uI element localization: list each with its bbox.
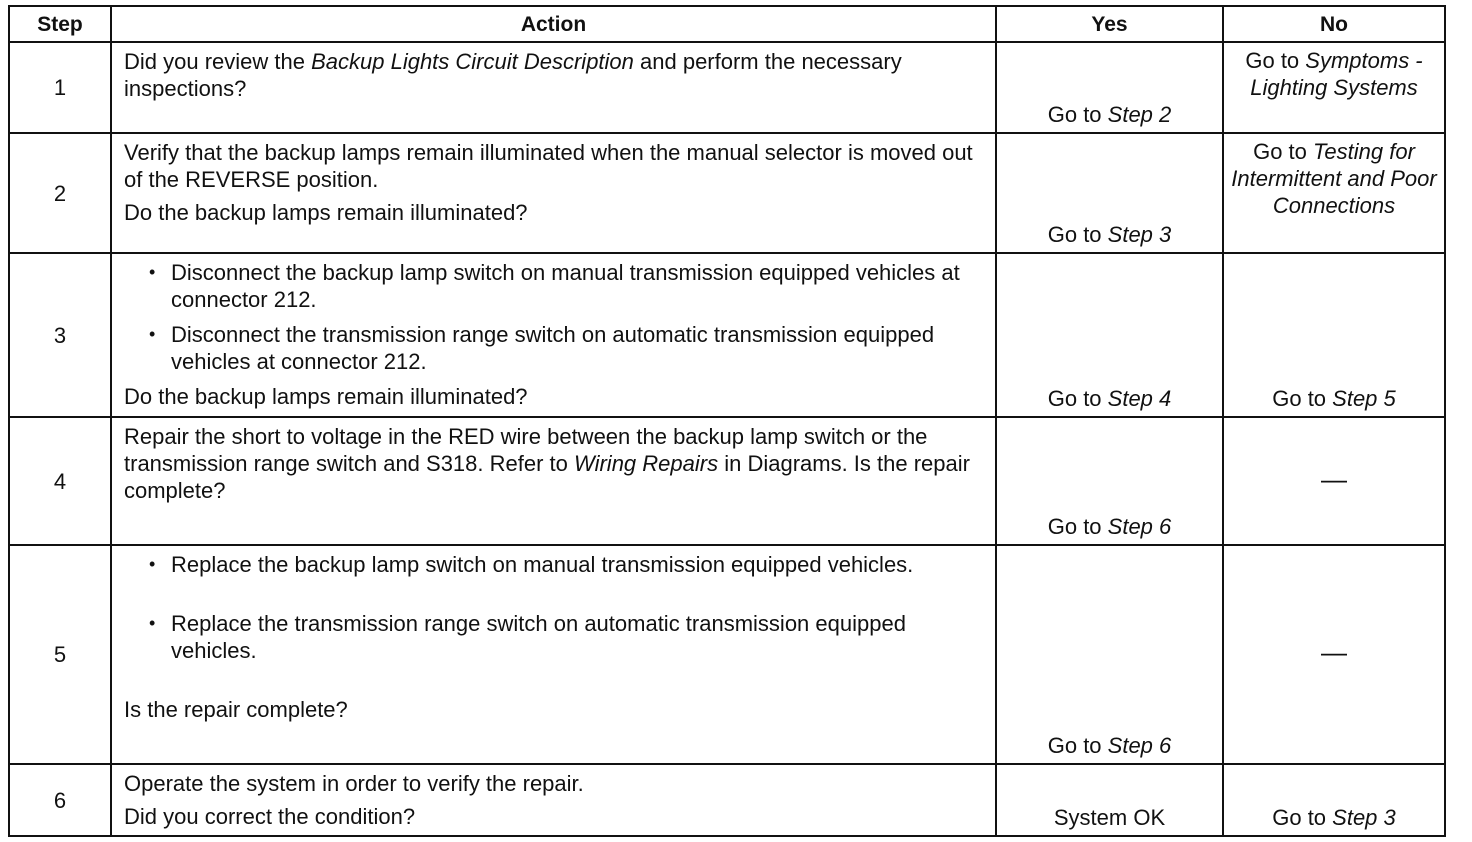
list-item: • Replace the backup lamp switch on manual transmission equipped vehicles.: [149, 551, 983, 578]
action-question: Is the repair complete?: [124, 697, 348, 722]
list-item: • Replace the transmission range switch on automatic transmission equipped vehicles.: [149, 610, 983, 664]
header-step: Step: [9, 6, 111, 42]
action-question: Did you correct the condition?: [124, 804, 416, 829]
table-row: [9, 253, 1445, 417]
yes-link[interactable]: Step 2: [1107, 102, 1172, 127]
no-cell: Go to Step 5: [1223, 253, 1445, 417]
yes-cell: System OK: [996, 764, 1223, 836]
step-number: 5: [9, 545, 111, 764]
action-text: Verify that the backup lamps remain illuminated when the manual selector is moved out of the REVERSE position.: [124, 140, 973, 192]
yes-cell: Go to Step 6: [996, 417, 1223, 545]
table-row: [9, 42, 1445, 133]
bullet-list: [124, 551, 983, 664]
table-row: [9, 133, 1445, 253]
table-row: [9, 545, 1445, 764]
yes-link[interactable]: Step 3: [1107, 222, 1172, 247]
no-link[interactable]: Testing for Intermittent and Poor Connections: [1231, 139, 1437, 218]
step-number: 4: [9, 417, 111, 545]
header-action: Action: [111, 6, 996, 42]
step-number: 1: [9, 42, 111, 133]
action-text: Operate the system in order to verify the repair.: [124, 771, 584, 796]
yes-link[interactable]: Step 6: [1107, 514, 1172, 539]
step-number: 3: [9, 253, 111, 417]
action-text: Did you review the Backup Lights Circuit Description and perform the necessary inspections?: [124, 49, 902, 101]
yes-link[interactable]: Step 4: [1107, 386, 1172, 411]
action-cell: [111, 417, 996, 545]
diagnostic-table: [8, 5, 1446, 837]
action-text: Repair the short to voltage in the RED wire between the backup lamp switch or the transmission range switch and S318. Refer to Wiring Repairs in Diagrams. Is the repair complete?: [124, 424, 970, 503]
list-item: • Disconnect the transmission range switch on automatic transmission equipped vehicles at connector 212.: [149, 321, 983, 375]
yes-cell: Go to Step 3: [996, 133, 1223, 253]
action-question: Do the backup lamps remain illuminated?: [124, 384, 528, 409]
yes-link[interactable]: Step 6: [1107, 733, 1172, 758]
action-cell: [111, 253, 996, 417]
action-cell: [111, 545, 996, 764]
circuit-description-ref[interactable]: Backup Lights Circuit Description: [311, 49, 634, 74]
no-link[interactable]: Step 5: [1332, 386, 1396, 411]
no-link[interactable]: Symptoms - Lighting Systems: [1250, 48, 1423, 100]
step-number: 2: [9, 133, 111, 253]
yes-cell: Go to Step 6: [996, 545, 1223, 764]
no-link[interactable]: Step 3: [1332, 805, 1396, 830]
wiring-repairs-ref[interactable]: Wiring Repairs: [574, 451, 719, 476]
action-question: Do the backup lamps remain illuminated?: [124, 200, 528, 225]
list-item: • Disconnect the backup lamp switch on manual transmission equipped vehicles at connector 212.: [149, 259, 983, 313]
no-cell: —: [1223, 417, 1445, 545]
table-row: [9, 417, 1445, 545]
yes-cell: Go to Step 2: [996, 42, 1223, 133]
table-row: [9, 764, 1445, 836]
step-number: 6: [9, 764, 111, 836]
no-cell: —: [1223, 545, 1445, 764]
yes-cell: Go to Step 4: [996, 253, 1223, 417]
action-cell: [111, 42, 996, 133]
bullet-list: [124, 259, 983, 375]
no-cell: Go to Testing for Intermittent and Poor Connections: [1223, 133, 1445, 253]
action-cell: [111, 764, 996, 836]
no-cell: Go to Symptoms - Lighting Systems: [1223, 42, 1445, 133]
no-cell: Go to Step 3: [1223, 764, 1445, 836]
header-row: [9, 6, 1445, 42]
header-no: No: [1223, 6, 1445, 42]
header-yes: Yes: [996, 6, 1223, 42]
action-cell: [111, 133, 996, 253]
